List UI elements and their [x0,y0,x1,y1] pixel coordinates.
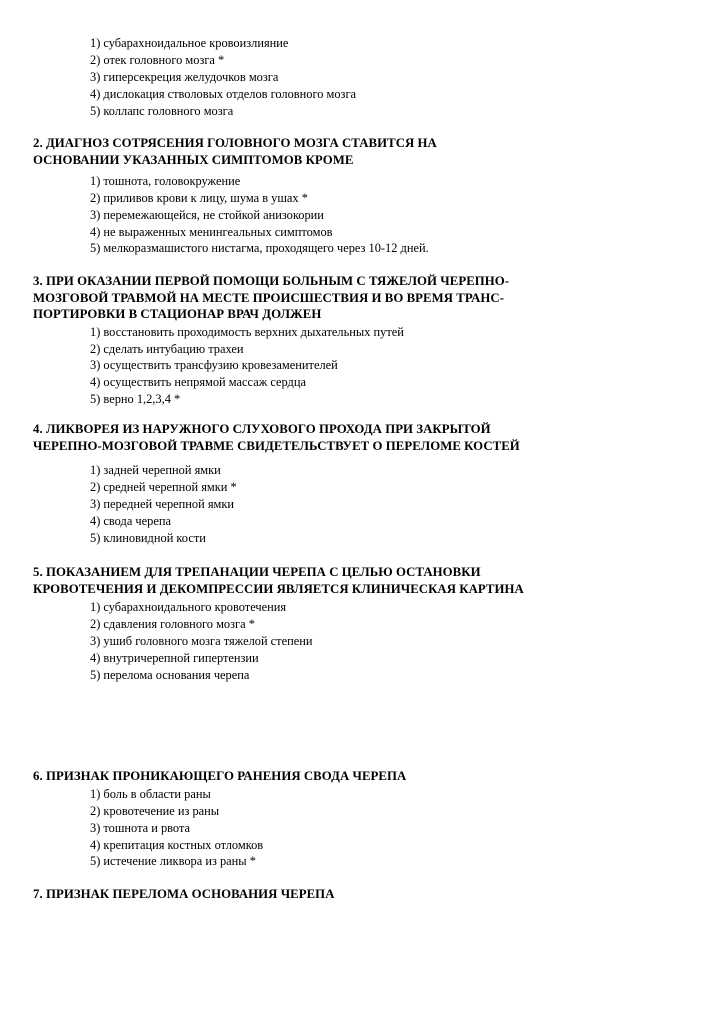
q4-option-4: 4) свода черепа [90,514,171,528]
q6-title: 6. ПРИЗНАК ПРОНИКАЮЩЕГО РАНЕНИЯ СВОДА ЧЕРЕПА [33,769,407,783]
q5-title: 5. ПОКАЗАНИЕМ ДЛЯ ТРЕПАНАЦИИ ЧЕРЕПА С ЦЕЛЬЮ ОСТАНОВКИ КРОВОТЕЧЕНИЯ И ДЕКОМПРЕССИИ ЯВЛЯЕТСЯ КЛИНИЧЕСКАЯ КАРТИНА [33,565,524,596]
q7-title: 7. ПРИЗНАК ПЕРЕЛОМА ОСНОВАНИЯ ЧЕРЕПА [33,887,335,901]
q5-option-4: 4) внутричерепной гипертензии [90,651,259,665]
q4-option-2: 2) средней черепной ямки * [90,480,237,494]
q3-option-3: 3) осуществить трансфузию кровезаменителей [90,358,338,372]
q5-option-1: 1) субарахноидального кровотечения [90,600,287,614]
q6-option-3: 3) тошнота и рвота [90,821,191,835]
q4-option-3: 3) передней черепной ямки [90,497,235,511]
q1-option-4: 4) дислокация стволовых отделов головного мозга [90,87,357,101]
q4-option-5: 5) клиновидной кости [90,531,206,545]
q4-option-1: 1) задней черепной ямки [90,463,221,477]
q2-option-3: 3) перемежающейся, не стойкой анизокории [90,208,324,222]
q6-option-1: 1) боль в области раны [90,787,211,801]
q3-option-4: 4) осуществить непрямой массаж сердца [90,375,306,389]
q2-option-4: 4) не выраженных менингеальных симптомов [90,225,333,239]
q3-option-5: 5) верно 1,2,3,4 * [90,392,181,406]
q1-option-5: 5) коллапс головного мозга [90,104,234,118]
q4-title: 4. ЛИКВОРЕЯ ИЗ НАРУЖНОГО СЛУХОВОГО ПРОХОДА ПРИ ЗАКРЫТОЙ ЧЕРЕПНО-МОЗГОВОЙ ТРАВМЕ СВИДЕТЕЛЬСТВУЕТ О ПЕРЕЛОМЕ КОСТЕЙ [33,422,520,453]
q1-option-2: 2) отек головного мозга * [90,53,225,67]
q6-option-5: 5) истечение ликвора из раны * [90,854,256,868]
q1-option-1: 1) субарахноидальное кровоизлияние [90,36,289,50]
q5-option-3: 3) ушиб головного мозга тяжелой степени [90,634,313,648]
q3-option-2: 2) сделать интубацию трахеи [90,342,244,356]
q6-option-2: 2) кровотечение из раны [90,804,220,818]
q5-option-2: 2) сдавления головного мозга * [90,617,255,631]
q3-title: 3. ПРИ ОКАЗАНИИ ПЕРВОЙ ПОМОЩИ БОЛЬНЫМ С ТЯЖЕЛОЙ ЧЕРЕПНО- МОЗГОВОЙ ТРАВМОЙ НА МЕСТЕ ПРОИСШЕСТВИЯ И ВО ВРЕМЯ ТРАНС- ПОРТИРОВКИ В СТАЦИОНАР ВРАЧ ДОЛЖЕН [33,274,510,321]
q3-option-1: 1) восстановить проходимость верхних дыхательных путей [90,325,404,339]
q2-option-2: 2) приливов крови к лицу, шума в ушах * [90,191,308,205]
q2-title: 2. ДИАГНОЗ СОТРЯСЕНИЯ ГОЛОВНОГО МОЗГА СТАВИТСЯ НА ОСНОВАНИИ УКАЗАННЫХ СИМПТОМОВ КРОМЕ [33,136,437,167]
q2-option-1: 1) тошнота, головокружение [90,174,241,188]
q6-option-4: 4) крепитация костных отломков [90,838,264,852]
q5-option-5: 5) перелома основания черепа [90,668,250,682]
q2-option-5: 5) мелкоразмашистого нистагма, проходящего через 10-12 дней. [90,241,429,255]
q1-option-3: 3) гиперсекреция желудочков мозга [90,70,279,84]
